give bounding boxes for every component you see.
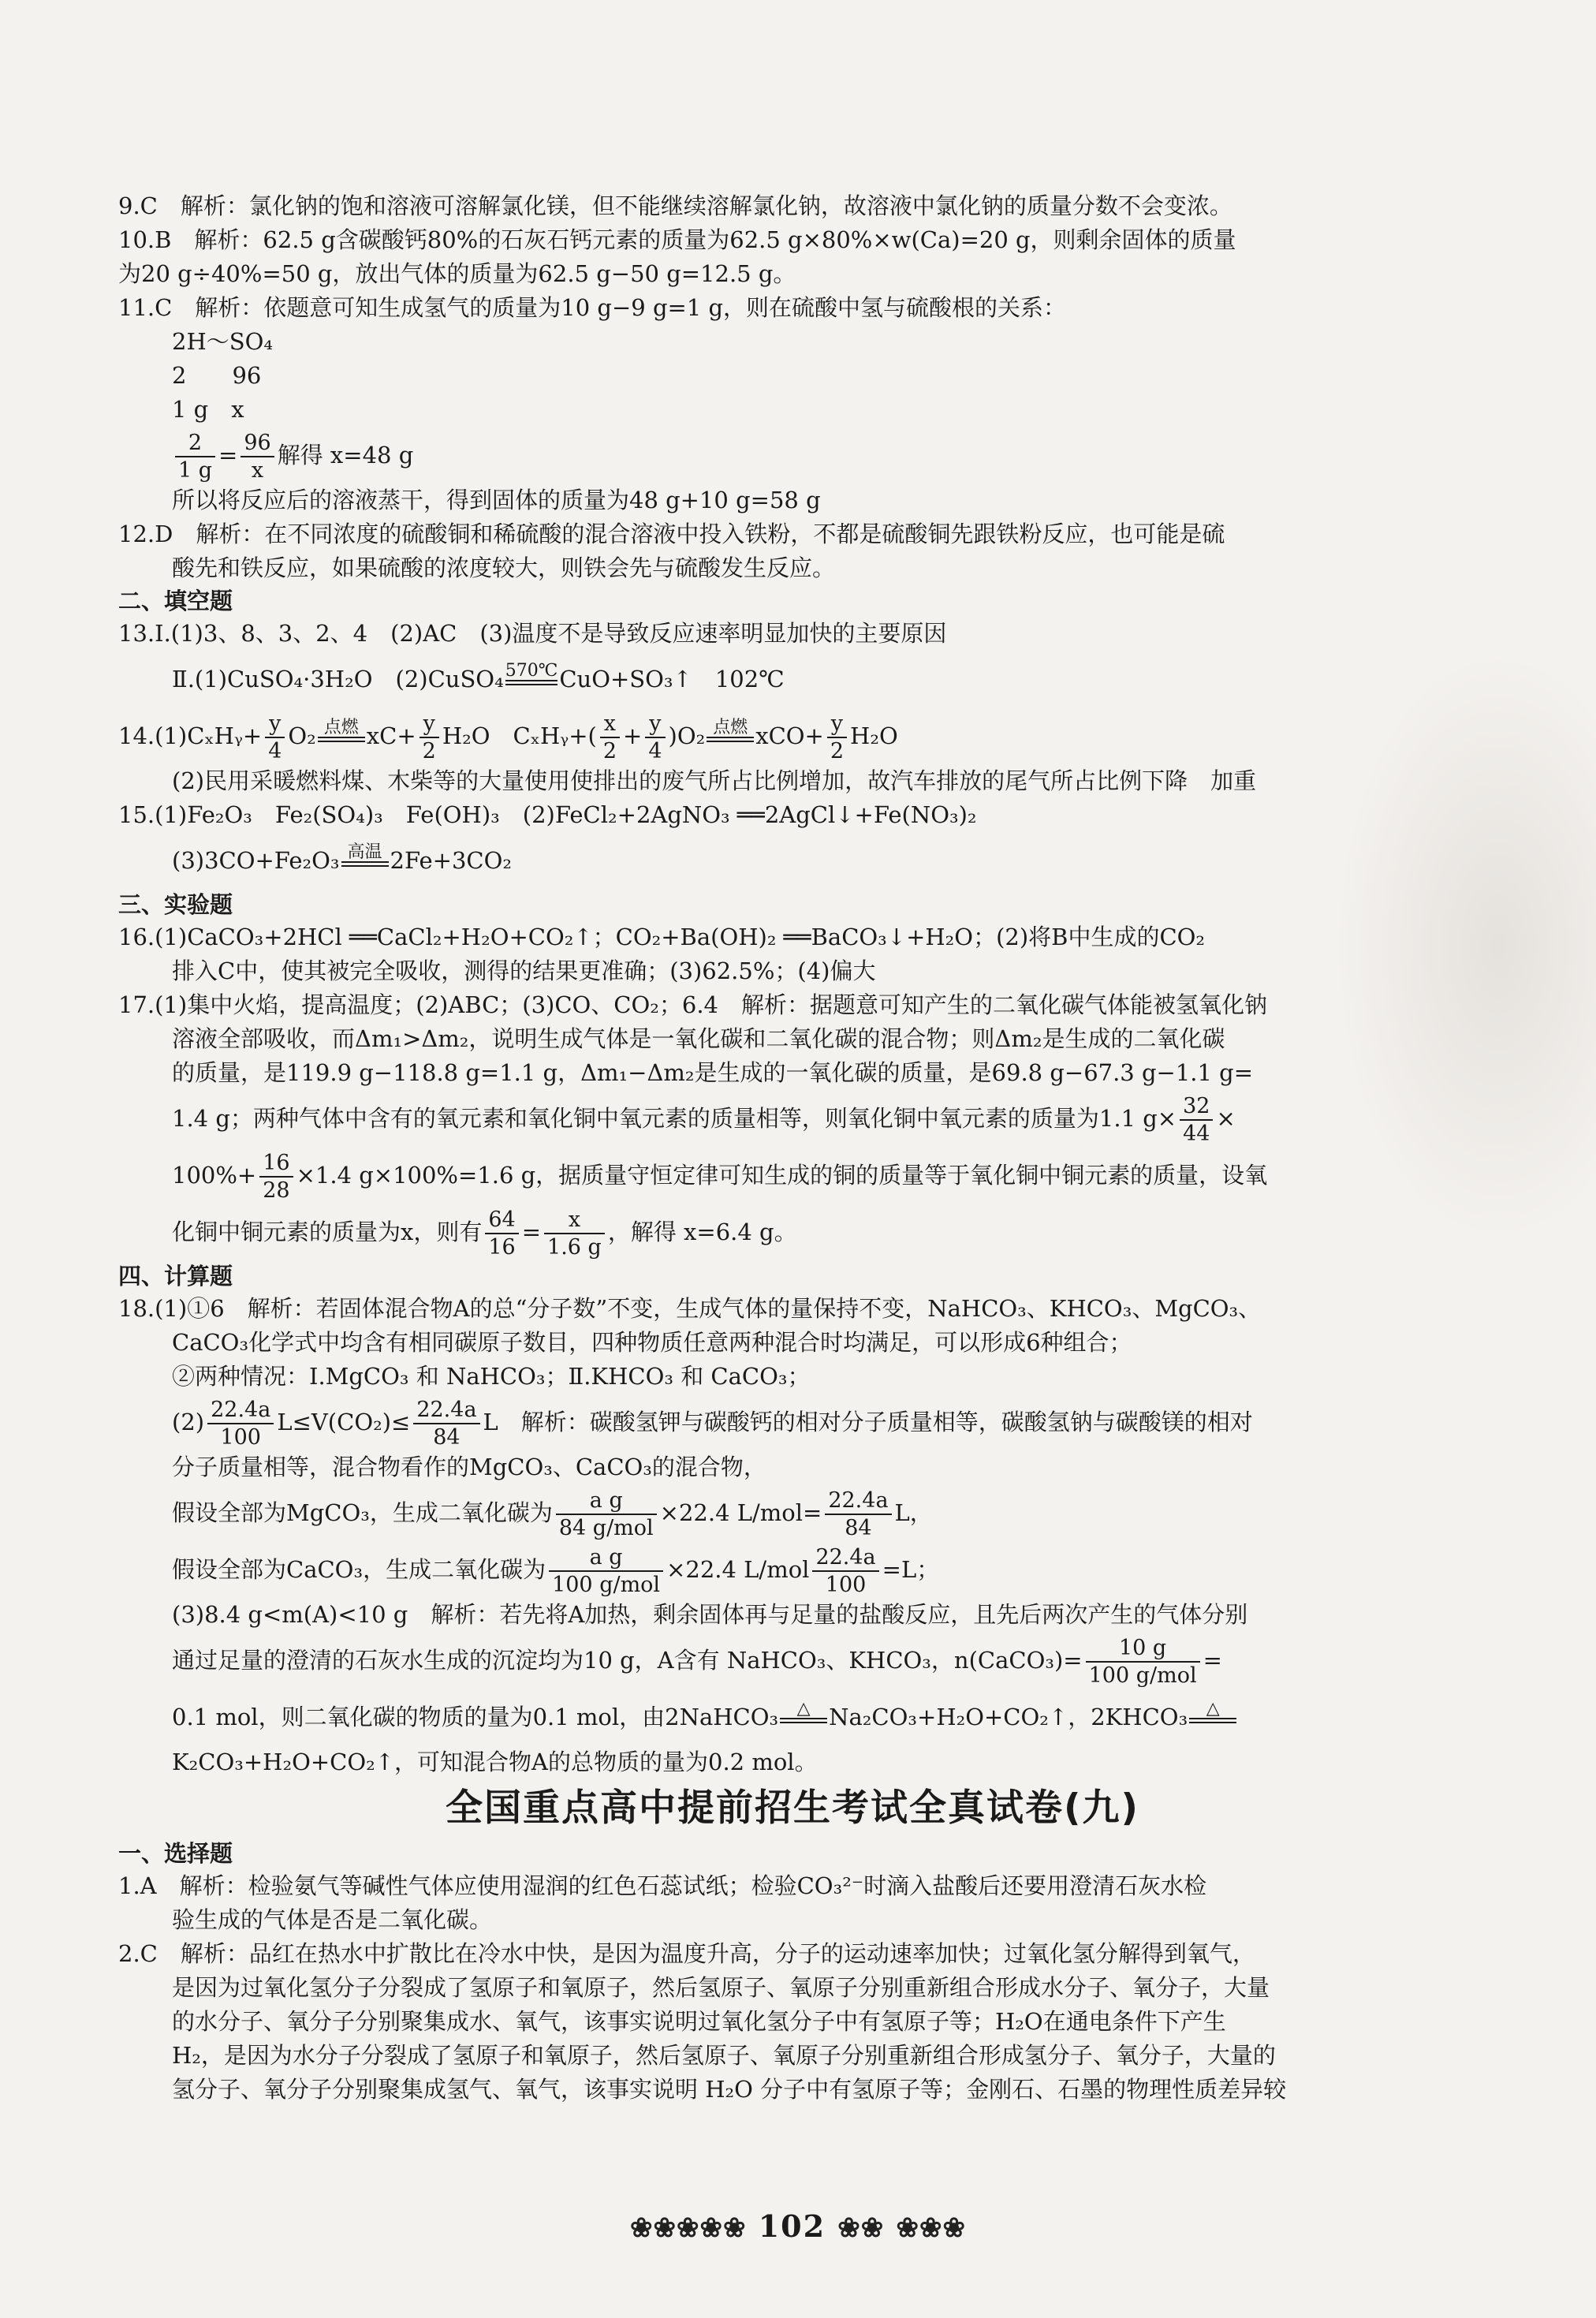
reaction-condition: △ xyxy=(1189,1700,1236,1723)
answer-line: 2 96 xyxy=(172,362,262,389)
answer-line: 溶液全部吸收，而Δm₁>Δm₂，说明生成气体是一氧化碳和二氧化碳的混合物；则Δm₂是生成的二氧化碳 xyxy=(172,1025,1225,1052)
answer-line: 的质量，是119.9 g−118.8 g=1.1 g，Δm₁−Δm₂是生成的一氧化碳的质量，是69.8 g−67.3 g−1.1 g= xyxy=(172,1059,1254,1086)
answer-line: Ⅱ.(1)CuSO₄·3H₂O (2)CuSO₄ 570℃ CuO+SO₃↑ 102℃ xyxy=(172,661,785,692)
section-heading: 二、填空题 xyxy=(118,588,233,614)
answer-line: ②两种情况：Ⅰ.MgCO₃ 和 NaHCO₃；Ⅱ.KHCO₃ 和 CaCO₃； xyxy=(172,1363,811,1390)
section-heading: 一、选择题 xyxy=(118,1840,233,1867)
answer-line: 13.Ⅰ.(1)3、8、3、2、4 (2)AC (3)温度不是导致反应速率明显加快的主要原因 xyxy=(118,620,947,647)
answer-line: 假设全部为MgCO₃，生成二氧化碳为 $\frac{\text{a g}}{\text{84 g/mol}}$ ×22.4 L/mol= $\frac{22.4a}{84}$ L， xyxy=(172,1488,933,1540)
answer-line: 16.(1)CaCO₃+2HCl ══CaCl₂+H₂O+CO₂↑；CO₂+Ba(OH)₂ ══BaCO₃↓+H₂O；(2)将B中生成的CO₂ xyxy=(118,924,1206,950)
reaction-condition: 点燃 xyxy=(707,719,754,742)
answer-line: 18.(1)①6 解析：若固体混合物A的总“分子数”不变，生成气体的量保持不变，NaHCO₃、KHCO₃、MgCO₃、 xyxy=(118,1295,1262,1322)
fraction: $\frac{64}{16}$ xyxy=(485,1207,518,1260)
reaction-condition: 点燃 xyxy=(318,719,365,742)
decoration-stars: ❀❀❀ xyxy=(896,2212,966,2244)
fraction: $\frac{\text{a g}}{\text{100 g/mol}}$ xyxy=(549,1544,663,1598)
reaction-condition: 570℃ xyxy=(505,663,558,685)
decoration-stars: ❀❀ xyxy=(837,2212,885,2244)
fraction: $\frac{22.4a}{100}$ xyxy=(812,1544,878,1598)
answer-line: 化铜中铜元素的质量为x，则有 $\frac{64}{16}$ = $\frac{x}{1.6 g}$ ，解得 x=6.4 g。 xyxy=(172,1208,797,1260)
answer-line: 12.D 解析：在不同浓度的硫酸铜和稀硫酸的混合溶液中投入铁粉，不都是硫酸铜先跟铁粉反应，也可能是硫 xyxy=(118,521,1225,547)
answer-line: 是因为过氧化氢分子分裂成了氢原子和氧原子，然后氢原子、氧原子分别重新组合形成水分子、氧分子，大量 xyxy=(172,1974,1270,2001)
answer-line: 1 g x xyxy=(172,396,244,423)
answer-line: H₂，是因为水分子分裂成了氢原子和氧原子，然后氢原子、氧原子分别重新组合形成氢分子、氧分子，大量的 xyxy=(172,2042,1276,2069)
answer-line: 通过足量的澄清的石灰水生成的沉淀均为10 g，A含有 NaHCO₃、KHCO₃，n(CaCO₃)= $\frac{10 g}{\text{100 g/mol}}$ = xyxy=(172,1636,1222,1688)
answer-line: (2)民用采暖燃料煤、木柴等的大量使用使排出的废气所占比例增加，故汽车排放的尾气所占比例下降 加重 xyxy=(172,767,1257,794)
answer-line: 验生成的气体是否是二氧化碳。 xyxy=(172,1906,493,1933)
answer-line: (3)8.4 g<m(A)<10 g 解析：若先将A加热，剩余固体再与足量的盐酸反应，且先后两次产生的气体分别 xyxy=(172,1601,1248,1628)
decoration-stars: ❀❀❀❀❀ xyxy=(630,2212,747,2244)
answer-line: 100%+ $\frac{16}{28}$ ×1.4 g×100%=1.6 g，据质量守恒定律可知生成的铜的质量等于氧化铜中铜元素的质量，设氧 xyxy=(172,1151,1268,1203)
page-number: 102 xyxy=(758,2208,826,2244)
exam-title: 全国重点高中提前招生考试全真试卷(九) xyxy=(446,1786,1139,1830)
fraction: $\frac{2}{1 g}$ xyxy=(175,430,215,483)
answer-line: 的水分子、氧分子分别聚集成水、氧气，该事实说明过氧化氢分子中有氢原子等；H₂O在通电条件下产生 xyxy=(172,2008,1226,2035)
reaction-condition: 高温 xyxy=(341,844,389,867)
answer-line: (2) $\frac{22.4a}{100}$ L≤V(CO₂)≤ $\frac{22.4a}{84}$ L 解析：碳酸氢钾与碳酸钙的相对分子质量相等，碳酸氢钠与碳酸镁的相对 xyxy=(172,1398,1253,1450)
reaction-condition: △ xyxy=(780,1700,827,1723)
fraction: $\frac{16}{28}$ xyxy=(259,1150,293,1204)
fraction: $\frac{y}{2}$ xyxy=(827,711,847,764)
answer-line: K₂CO₃+H₂O+CO₂↑，可知混合物A的总物质的量为0.2 mol。 xyxy=(172,1749,818,1775)
answer-line: 为20 g÷40%=50 g，放出气体的质量为62.5 g−50 g=12.5 g。 xyxy=(118,260,796,287)
answer-line: 2H～SO₄ xyxy=(172,328,274,355)
answer-line: 9.C 解析：氯化钠的饱和溶液可溶解氯化镁，但不能继续溶解氯化钠，故溶液中氯化钠的质量分数不会变浓。 xyxy=(118,192,1232,219)
page-footer xyxy=(0,2208,1596,2244)
fraction: $\frac{y}{2}$ xyxy=(420,711,439,764)
answer-line: 氢分子、氧分子分别聚集成氢气、氧气，该事实说明 H₂O 分子中有氢原子等；金刚石、石墨的物理性质差异较 xyxy=(172,2076,1287,2103)
answer-line: 所以将反应后的溶液蒸干，得到固体的质量为48 g+10 g=58 g xyxy=(172,487,821,513)
answer-line: 排入C中，使其被完全吸收，测得的结果更准确；(3)62.5%；(4)偏大 xyxy=(172,957,876,984)
answer-line: 1.A 解析：检验氨气等碱性气体应使用湿润的红色石蕊试纸；检验CO₃²⁻时滴入盐酸后还要用澄清石灰水检 xyxy=(118,1872,1207,1899)
answer-line: 假设全部为CaCO₃，生成二氧化碳为 $\frac{\text{a g}}{\text{100 g/mol}}$ ×22.4 L/mol $\frac{22.4a}{100}$ =L； xyxy=(172,1545,940,1597)
answer-line: 分子质量相等，混合物看作的MgCO₃、CaCO₃的混合物， xyxy=(172,1454,766,1480)
answer-line: CaCO₃化学式中均含有相同碳原子数目，四种物质任意两种混合时均满足，可以形成6种组合； xyxy=(172,1329,1132,1356)
answer-line: (3)3CO+Fe₂O₃ 高温 2Fe+3CO₂ xyxy=(172,842,513,874)
answer-content xyxy=(118,189,1467,2107)
answer-line: 酸先和铁反应，如果硫酸的浓度较大，则铁会先与硫酸发生反应。 xyxy=(172,554,836,581)
fraction: $\frac{22.4a}{84}$ xyxy=(413,1397,479,1450)
fraction: $\frac{96}{x}$ xyxy=(241,430,274,483)
fraction: $\frac{\text{a g}}{\text{84 g/mol}}$ xyxy=(556,1487,657,1541)
answer-line: 17.(1)集中火焰，提高温度；(2)ABC；(3)CO、CO₂；6.4 解析：据题意可知产生的二氧化碳气体能被氢氧化钠 xyxy=(118,991,1268,1018)
answer-line: 15.(1)Fe₂O₃ Fe₂(SO₄)₃ Fe(OH)₃ (2)FeCl₂+2AgNO₃ ══2AgCl↓+Fe(NO₃)₂ xyxy=(118,801,977,828)
fraction: $\frac{22.4a}{100}$ xyxy=(207,1397,274,1450)
answer-line: 10.B 解析：62.5 g含碳酸钙80%的石灰石钙元素的质量为62.5 g×80%×w(Ca)=20 g，则剩余固体的质量 xyxy=(118,226,1236,253)
answer-line: 0.1 mol，则二氧化碳的物质的量为0.1 mol，由2NaHCO₃ △ Na₂CO₃+H₂O+CO₂↑，2KHCO₃ △ xyxy=(118,1689,1467,1745)
fraction: $\frac{22.4a}{84}$ xyxy=(825,1487,891,1541)
answer-line: 11.C 解析：依题意可知生成氢气的质量为10 g−9 g=1 g，则在硫酸中氢与硫酸根的关系： xyxy=(118,294,1067,321)
fraction: $\frac{32}{44}$ xyxy=(1180,1093,1213,1147)
answer-line: $\frac{2}{1 g}$ = $\frac{96}{x}$ 解得 x=48 g xyxy=(118,427,1467,483)
section-heading: 三、实验题 xyxy=(118,891,233,918)
fraction: $\frac{10 g}{\text{100 g/mol}}$ xyxy=(1086,1635,1200,1689)
fraction: $\frac{y}{4}$ xyxy=(645,711,665,764)
answer-line: 14.(1)CₓHᵧ+ $\frac{y}{4}$ O₂ 点燃 xC+ $\frac{y}{2}$ H₂O CₓHᵧ+( $\frac{x}{2}$ + $\frac{y}{4}$ )O₂ 点燃 xCO+ $\frac{y}{2}$ H₂O xyxy=(118,711,898,763)
fraction: $\frac{x}{2}$ xyxy=(600,711,620,764)
fraction: $\frac{y}{4}$ xyxy=(265,711,285,764)
section-heading: 四、计算题 xyxy=(118,1263,233,1290)
answer-line: 2.C 解析：品红在热水中扩散比在冷水中快，是因为温度升高，分子的运动速率加快；过氧化氢分解得到氧气， xyxy=(118,1940,1255,1967)
answer-line: 1.4 g；两种气体中含有的氧元素和氧化铜中氧元素的质量相等，则氧化铜中氧元素的质量为1.1 g× $\frac{32}{44}$ × xyxy=(172,1094,1236,1146)
fraction: $\frac{x}{1.6 g}$ xyxy=(544,1207,605,1260)
